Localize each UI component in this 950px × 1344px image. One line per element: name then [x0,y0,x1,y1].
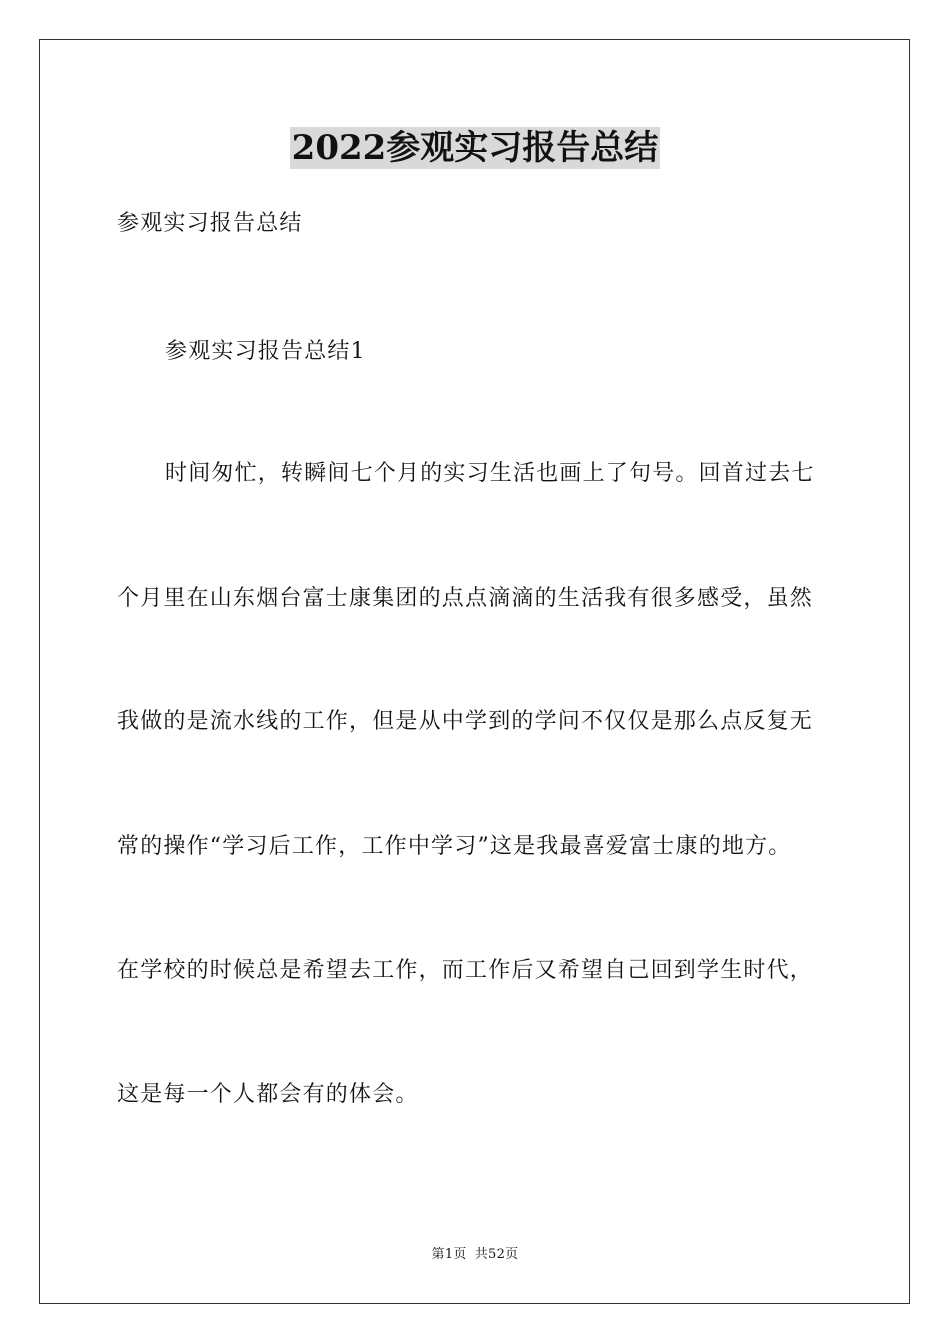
body-line: 常的操作“学习后工作，工作中学习”这是我最喜爱富士康的地方。 [117,834,792,859]
page-footer [0,1247,950,1263]
body-line: 在学校的时候总是希望去工作，而工作后又希望自己回到学生时代， [117,958,814,983]
body-line: 时间匆忙，转瞬间七个月的实习生活也画上了句号。回首过去七 [165,461,815,486]
document-title: 2022参观实习报告总结 [291,128,659,168]
section-heading: 参观实习报告总结1 [165,339,366,364]
title-container [0,127,950,169]
document-subtitle: 参观实习报告总结 [117,211,303,236]
body-line: 个月里在山东烟台富士康集团的点点滴滴的生活我有很多感受，虽然 [117,586,814,611]
page-total: 共52页 [474,1247,519,1262]
page-number: 第1页 [431,1247,467,1262]
body-line: 我做的是流水线的工作，但是从中学到的学问不仅仅是那么点反复无 [117,709,814,734]
body-line: 这是每一个人都会有的体会。 [117,1082,419,1107]
